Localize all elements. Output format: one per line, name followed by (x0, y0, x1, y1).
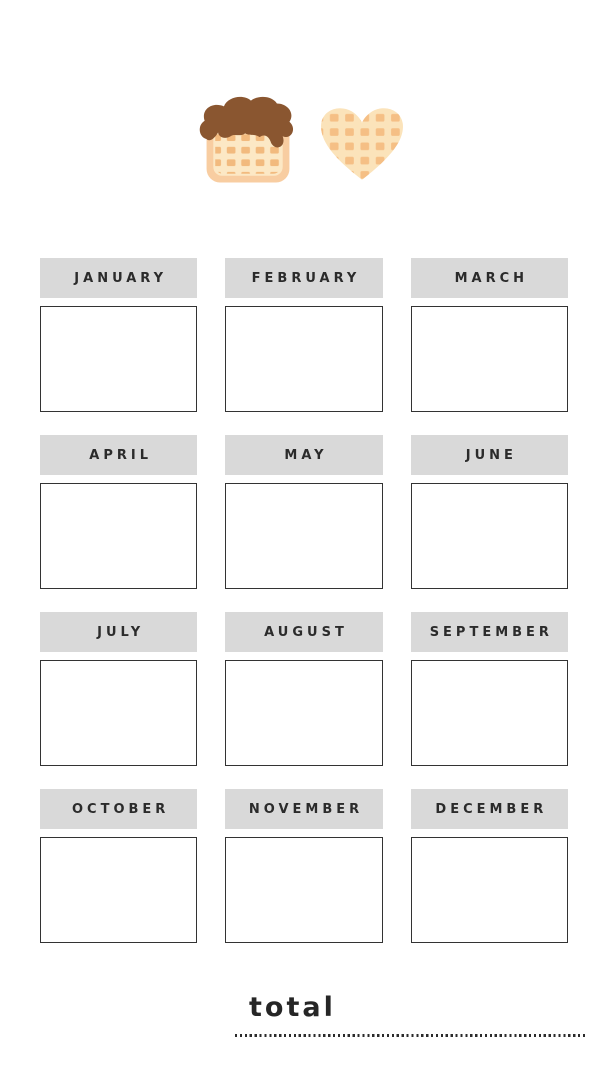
month-cell-may (225, 435, 382, 589)
total-section (235, 992, 585, 1037)
month-box-may[interactable] (225, 483, 382, 589)
month-cell-february (225, 258, 382, 412)
month-box-september[interactable] (411, 660, 568, 766)
month-header-june: JUNE (411, 435, 568, 475)
month-header-march: MARCH (411, 258, 568, 298)
month-header-november: NOVEMBER (225, 789, 382, 829)
month-header-january: JANUARY (40, 258, 197, 298)
month-cell-november (225, 789, 382, 943)
month-cell-april (40, 435, 197, 589)
waffle-illustration (0, 92, 607, 192)
month-box-november[interactable] (225, 837, 382, 943)
month-header-february: FEBRUARY (225, 258, 382, 298)
month-box-october[interactable] (40, 837, 197, 943)
total-entry-line[interactable] (235, 1034, 585, 1037)
month-cell-march (411, 258, 568, 412)
month-header-august: AUGUST (225, 612, 382, 652)
month-cell-december (411, 789, 568, 943)
square-waffle-with-chocolate-icon (195, 93, 301, 191)
total-label: total (249, 992, 336, 1023)
month-header-july: JULY (40, 612, 197, 652)
month-cell-october (40, 789, 197, 943)
month-box-march[interactable] (411, 306, 568, 412)
month-header-april: APRIL (40, 435, 197, 475)
month-box-january[interactable] (40, 306, 197, 412)
month-box-july[interactable] (40, 660, 197, 766)
month-header-october: OCTOBER (40, 789, 197, 829)
month-box-december[interactable] (411, 837, 568, 943)
month-cell-august (225, 612, 382, 766)
heart-waffle-icon (311, 96, 413, 188)
month-cell-january (40, 258, 197, 412)
month-box-february[interactable] (225, 306, 382, 412)
month-header-december: DECEMBER (411, 789, 568, 829)
month-box-august[interactable] (225, 660, 382, 766)
months-grid (40, 258, 568, 943)
month-cell-september (411, 612, 568, 766)
month-cell-july (40, 612, 197, 766)
month-header-may: MAY (225, 435, 382, 475)
month-box-april[interactable] (40, 483, 197, 589)
month-cell-june (411, 435, 568, 589)
month-header-september: SEPTEMBER (411, 612, 568, 652)
month-box-june[interactable] (411, 483, 568, 589)
